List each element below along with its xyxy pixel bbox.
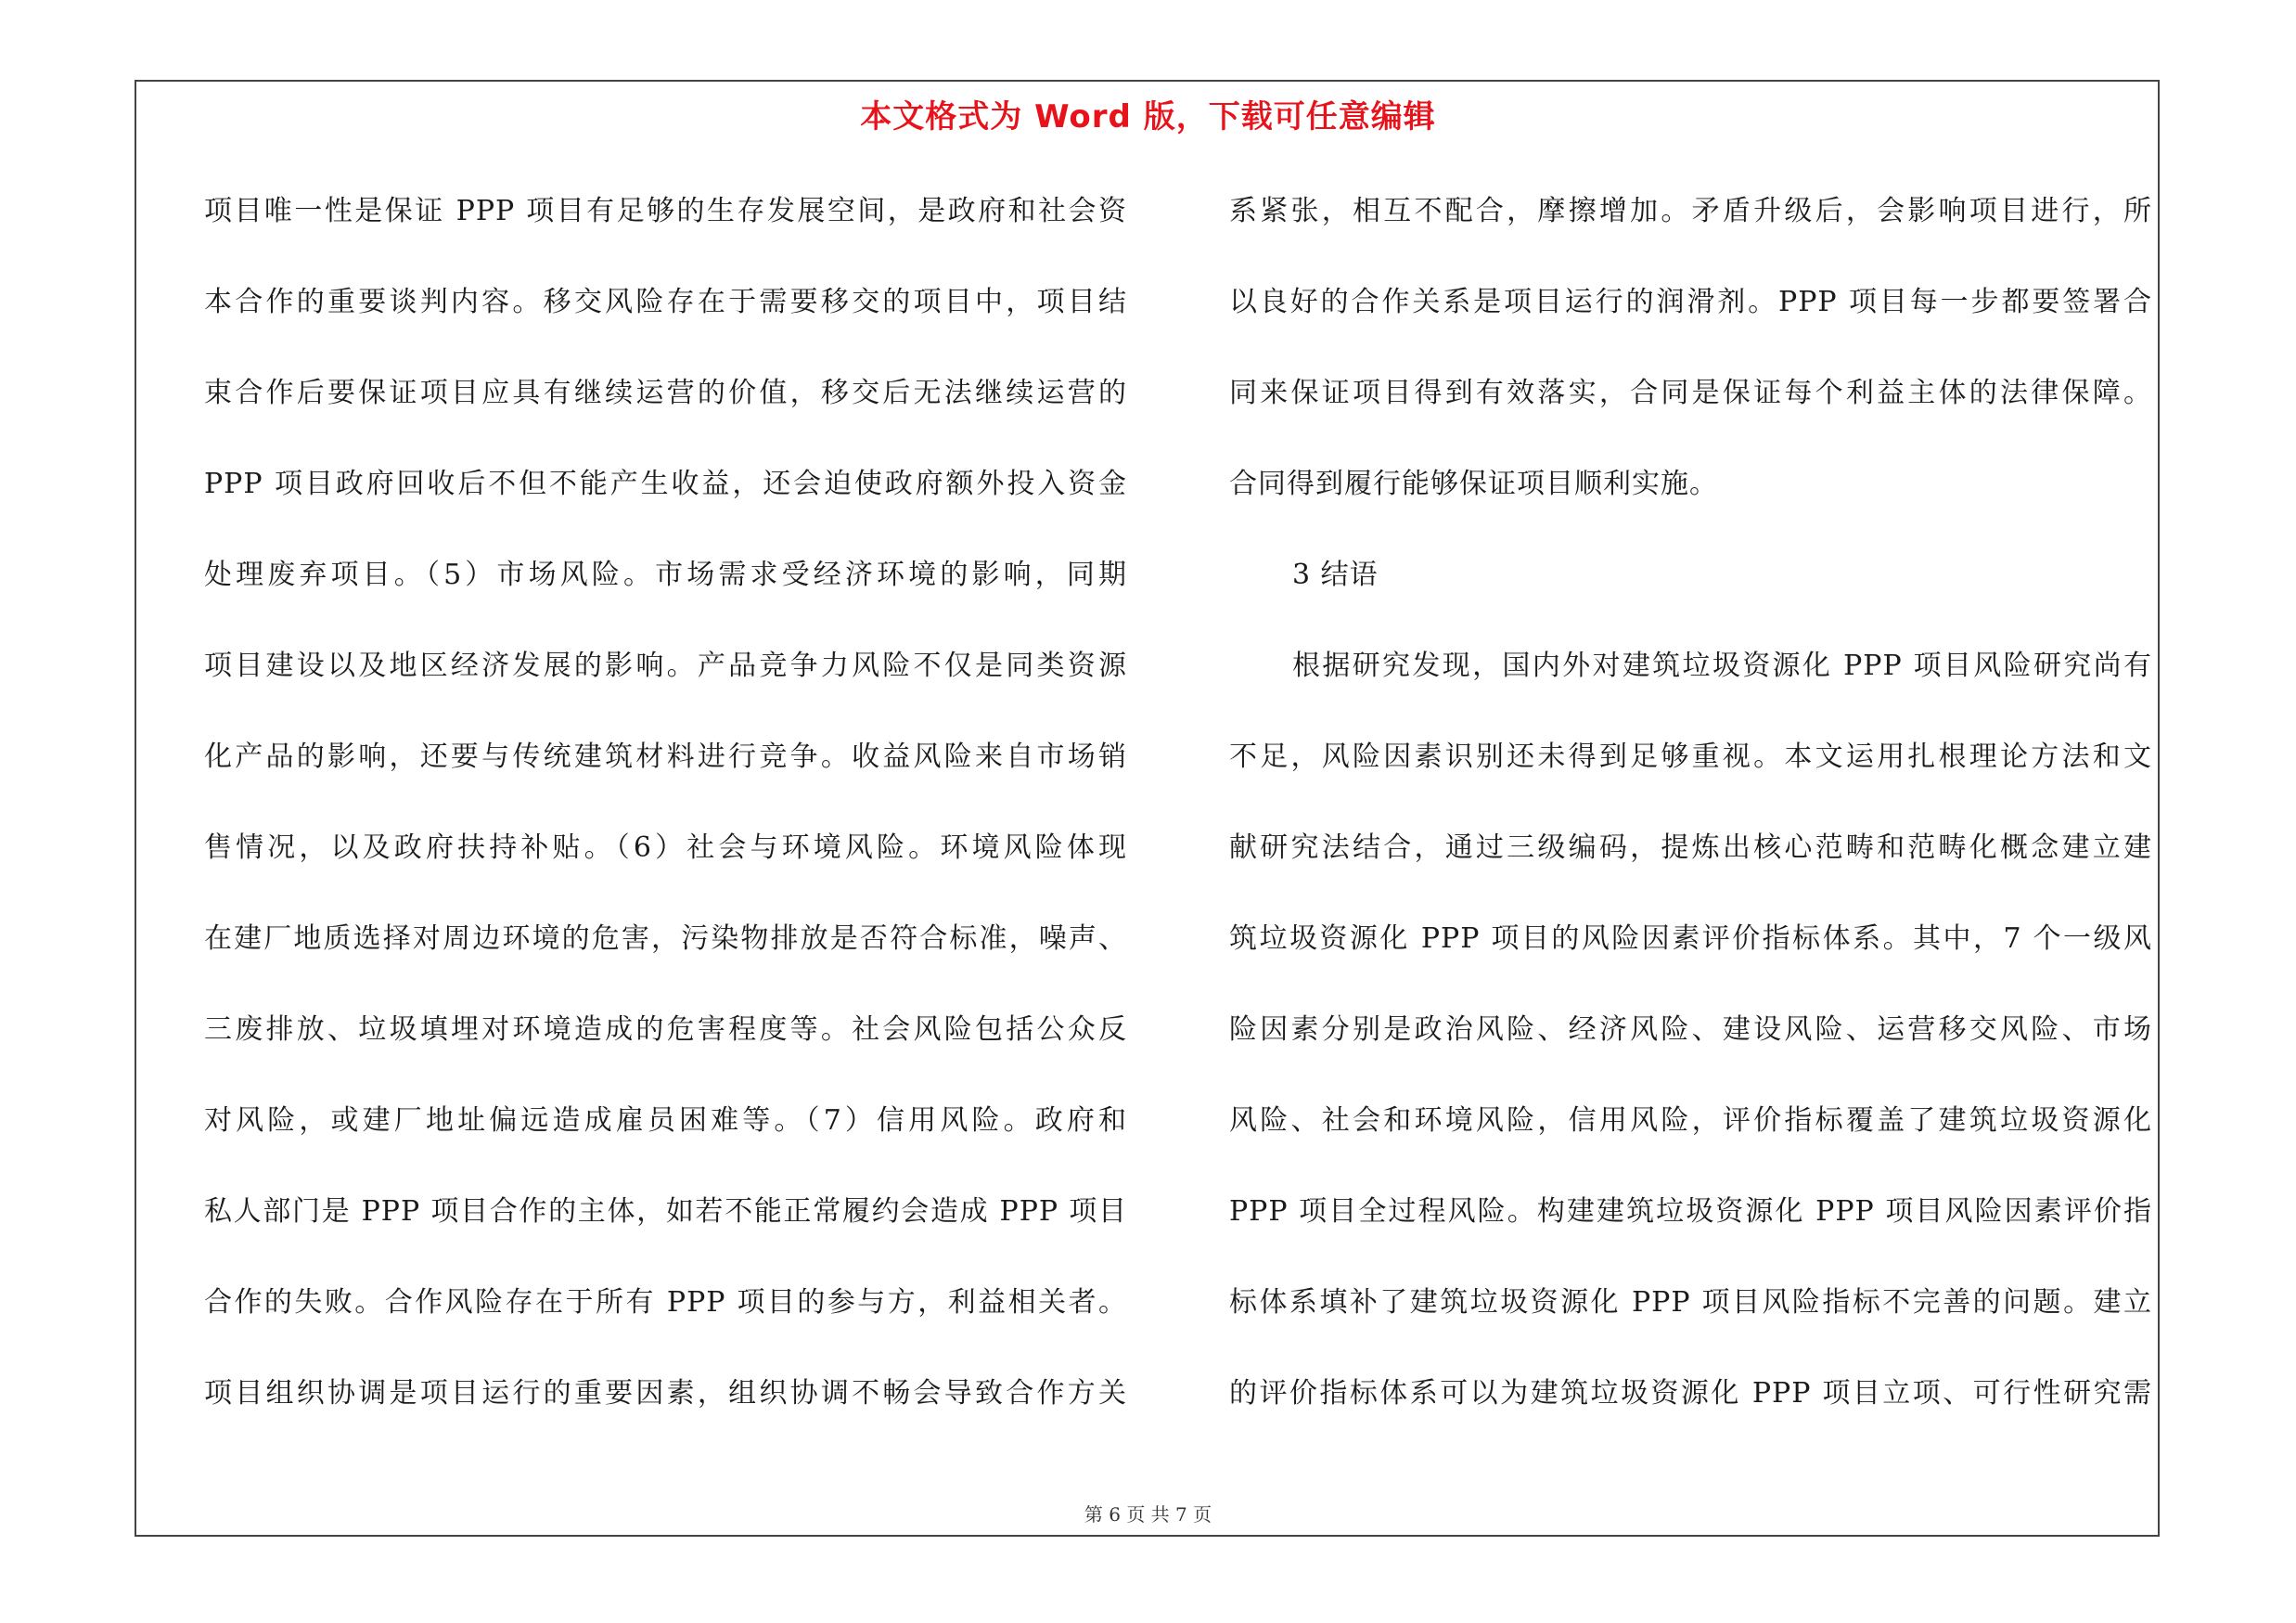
text-line: 不足，风险因素识别还未得到足够重视。本文运用扎根理论方法和文 (1229, 741, 2152, 773)
left-text-column (204, 176, 1127, 1449)
page-number: 第 6 页 共 7 页 (1084, 1503, 1212, 1526)
text-line: 以良好的合作关系是项目运行的润滑剂。PPP 项目每一步都要签署合 (1229, 286, 2152, 318)
text-line: 私人部门是 PPP 项目合作的主体，如若不能正常履约会造成 PPP 项目 (204, 1195, 1127, 1228)
text-line: 售情况，以及政府扶持补贴。（6）社会与环境风险。环境风险体现 (204, 831, 1127, 864)
text-line: 标体系填补了建筑垃圾资源化 PPP 项目风险指标不完善的问题。建立 (1229, 1286, 2152, 1319)
text-line: 根据研究发现，国内外对建筑垃圾资源化 PPP 项目风险研究尚有 (1292, 650, 2152, 682)
text-line: 险因素分别是政治风险、经济风险、建设风险、运营移交风险、市场 (1229, 1013, 2152, 1046)
text-line: 束合作后要保证项目应具有继续运营的价值，移交后无法继续运营的 (204, 377, 1127, 409)
text-line: 本合作的重要谈判内容。移交风险存在于需要移交的项目中，项目结 (204, 286, 1127, 318)
text-line: 化产品的影响，还要与传统建筑材料进行竞争。收益风险来自市场销 (204, 741, 1127, 773)
text-line: 项目唯一性是保证 PPP 项目有足够的生存发展空间，是政府和社会资 (204, 195, 1127, 227)
format-banner: 本文格式为 Word 版，下载可任意编辑 (860, 98, 1436, 135)
text-line: 系紧张，相互不配合，摩擦增加。矛盾升级后，会影响项目进行，所 (1229, 195, 2152, 227)
text-line: 处理废弃项目。（5）市场风险。市场需求受经济环境的影响，同期 (204, 559, 1127, 591)
text-line: PPP 项目全过程风险。构建建筑垃圾资源化 PPP 项目风险因素评价指 (1229, 1195, 2152, 1228)
text-line: 同来保证项目得到有效落实，合同是保证每个利益主体的法律保障。 (1229, 377, 2152, 409)
text-line: 筑垃圾资源化 PPP 项目的风险因素评价指标体系。其中，7 个一级风 (1229, 922, 2152, 955)
text-line: 献研究法结合，通过三级编码，提炼出核心范畴和范畴化概念建立建 (1229, 831, 2152, 864)
section-heading: 3 结语 (1292, 559, 1379, 591)
text-line: 风险、社会和环境风险，信用风险，评价指标覆盖了建筑垃圾资源化 (1229, 1104, 2152, 1137)
text-line: 三废排放、垃圾填埋对环境造成的危害程度等。社会风险包括公众反 (204, 1013, 1127, 1046)
text-line: 项目建设以及地区经济发展的影响。产品竞争力风险不仅是同类资源 (204, 650, 1127, 682)
right-text-column (1229, 176, 2152, 1449)
text-line: 合作的失败。合作风险存在于所有 PPP 项目的参与方，利益相关者。 (204, 1286, 1127, 1319)
text-line: 项目组织协调是项目运行的重要因素，组织协调不畅会导致合作方关 (204, 1377, 1127, 1410)
text-line: PPP 项目政府回收后不但不能产生收益，还会迫使政府额外投入资金 (204, 468, 1127, 500)
text-line: 合同得到履行能够保证项目顺利实施。 (1229, 468, 1718, 500)
text-line: 的评价指标体系可以为建筑垃圾资源化 PPP 项目立项、可行性研究需 (1229, 1377, 2152, 1410)
text-line: 对风险，或建厂地址偏远造成雇员困难等。（7）信用风险。政府和 (204, 1104, 1127, 1137)
text-line: 在建厂地质选择对周边环境的危害，污染物排放是否符合标准，噪声、 (204, 922, 1127, 955)
